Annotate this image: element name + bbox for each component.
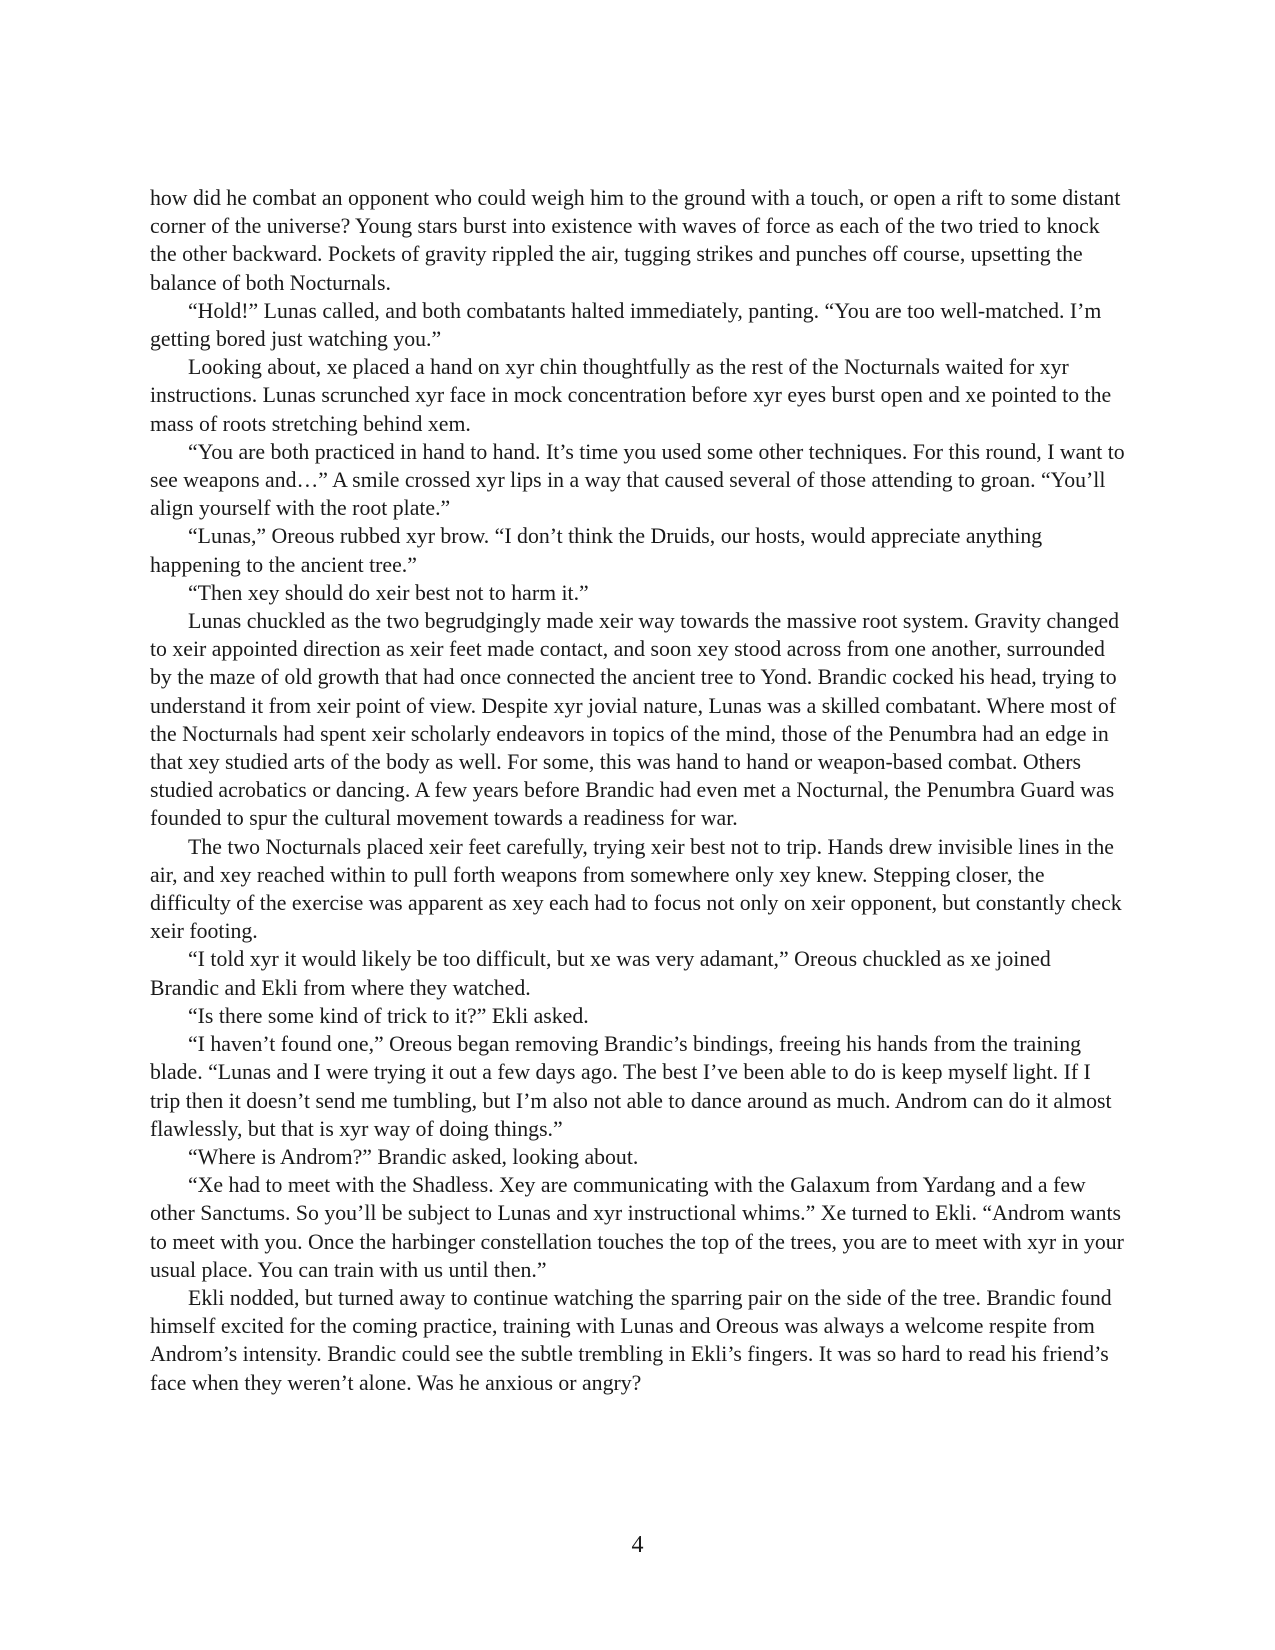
paragraph-1: how did he combat an opponent who could weigh him to the ground with a touch, or open a rift to some distant corner of the universe? Young stars burst into existence with waves of force as each of the two tried to knock the other backward. Pockets of gravity rippled the air, tugging strikes and punches off course, upsetting the balance of both Nocturnals. [150, 186, 1121, 295]
paragraph-11: “I haven’t found one,” Oreous began removing Brandic’s bindings, freeing his hands from the training blade. “Lunas and I were trying it out a few days ago. The best I’ve been able to do is keep myself light. If I trip then it doesn’t send me tumbling, but I’m also not able to dance around as much. Androm can do it almost flawlessly, but that is xyr way of doing things.” [150, 1032, 1112, 1141]
paragraph-7: Lunas chuckled as the two begrudgingly made xeir way towards the massive root system. Gravity changed to xeir appointed direction as xeir feet made contact, and soon xey stood across from one another, surrounded by the maze of old growth that had once connected the ancient tree to Yond. Brandic cocked his head, trying to understand it from xeir point of view. Despite xyr jovial nature, Lunas was a skilled combatant. Where most of the Nocturnals had spent xeir scholarly endeavors in topics of the mind, those of the Penumbra had an edge in that xey studied arts of the body as well. For some, this was hand to hand or weapon-based combat. Others studied acrobatics or dancing. A few years before Brandic had even met a Nocturnal, the Penumbra Guard was founded to spur the cultural movement towards a readiness for war. [150, 609, 1119, 831]
paragraph-10: “Is there some kind of trick to it?” Ekli asked. [188, 1003, 589, 1028]
paragraph-6: “Then xey should do xeir best not to harm it.” [188, 580, 589, 605]
paragraph-4: “You are both practiced in hand to hand. It’s time you used some other techniques. For this round, I want to see weapons and…” A smile crossed xyr lips in a way that caused several of those attending to groan. “You’ll align yourself with the root plate.” [150, 439, 1125, 521]
paragraph-3: Looking about, xe placed a hand on xyr chin thoughtfully as the rest of the Nocturnals waited for xyr instructions. Lunas scrunched xyr face in mock concentration before xyr eyes burst open and xe pointed to the mass of roots stretching behind xem. [150, 355, 1112, 436]
paragraph-9: “I told xyr it would likely be too difficult, but xe was very adamant,” Oreous chuckled as xe joined Brandic and Ekli from where they watched. [150, 947, 1051, 1000]
paragraph-14: Ekli nodded, but turned away to continue watching the sparring pair on the side of the tree. Brandic found himself excited for the coming practice, training with Lunas and Oreous was always a welcome respite from Androm’s intensity. Brandic could see the subtle trembling in Ekli’s fingers. It was so hard to read his friend’s face when they weren’t alone. Was he anxious or angry? [150, 1285, 1112, 1395]
paragraph-2: “Hold!” Lunas called, and both combatants halted immediately, panting. “You are too well-matched. I’m getting bored just watching you.” [150, 298, 1102, 352]
body-text [150, 184, 1125, 1397]
page-number: 4 [631, 1532, 644, 1558]
paragraph-8: The two Nocturnals placed xeir feet carefully, trying xeir best not to trip. Hands drew invisible lines in the air, and xey reached within to pull forth weapons from somewhere only xey knew. Stepping closer, the difficulty of the exercise was apparent as xey each had to focus not only on xeir opponent, but constantly check xeir footing. [150, 834, 1122, 944]
paragraph-13: “Xe had to meet with the Shadless. Xey are communicating with the Galaxum from Yardang and a few other Sanctums. So you’ll be subject to Lunas and xyr instructional whims.” Xe turned to Ekli. “Androm wants to meet with you. Once the harbinger constellation touches the top of the trees, you are to meet with xyr in your usual place. You can train with us until then.” [150, 1173, 1124, 1282]
paragraph-5: “Lunas,” Oreous rubbed xyr brow. “I don’t think the Druids, our hosts, would appreciate anything happening to the ancient tree.” [150, 524, 1043, 577]
paragraph-12: “Where is Androm?” Brandic asked, looking about. [188, 1144, 639, 1169]
